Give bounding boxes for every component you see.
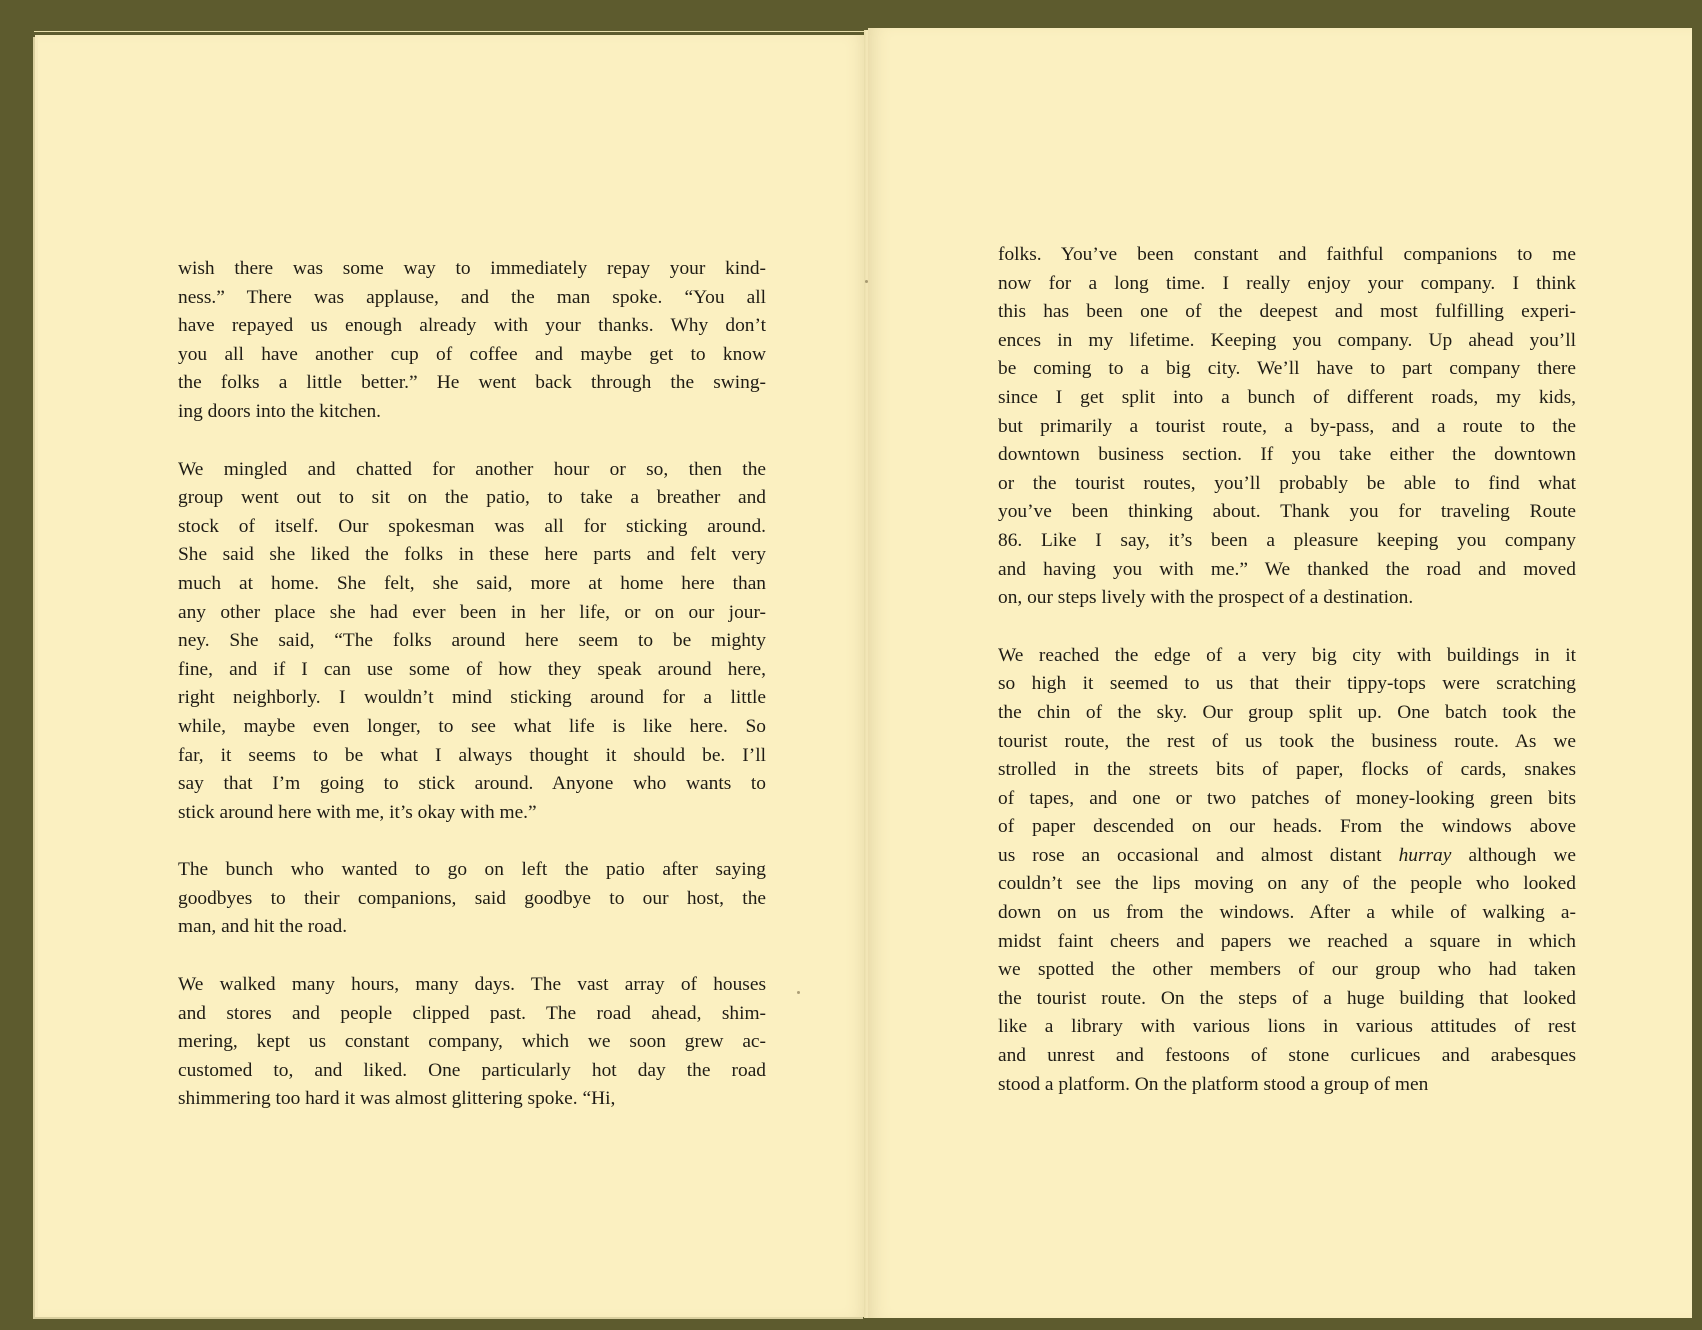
text-line: shimmering too hard it was almost glittering spoke. “Hi, (178, 1088, 616, 1110)
text-line: 86. Like I say, it’s been a pleasure keeping you company (998, 529, 1576, 551)
text-line: but primarily a tourist route, a by-pass, and a route to the (998, 415, 1576, 437)
left-page-paragraph (178, 856, 766, 942)
text-line: She said she liked the folks in these here parts and felt very (178, 544, 766, 566)
text-line: ney. She said, “The folks around here seem to be mighty (178, 630, 766, 652)
text-line: We walked many hours, many days. The vast array of houses (178, 974, 766, 996)
right-page-text (998, 241, 1576, 1099)
text-line: this has been one of the deepest and most fulfilling experi- (998, 301, 1576, 323)
text-line: say that I’m going to stick around. Anyone who wants to (178, 773, 766, 795)
text-line: wish there was some way to immediately repay your kind- (178, 258, 766, 279)
left-page-text (178, 255, 766, 1114)
text-line: have repayed us enough already with your thanks. Why don’t (178, 315, 766, 337)
text-line: group went out to sit on the patio, to take a breather and (178, 487, 766, 509)
text-line: you all have another cup of coffee and maybe get to know (178, 343, 766, 365)
text-line: We mingled and chatted for another hour or so, then the (178, 458, 766, 480)
paper-speck (865, 280, 868, 283)
text-line: of paper descended on our heads. From the windows above (998, 816, 1576, 838)
left-page-paragraph (178, 456, 766, 828)
text-line: down on us from the windows. After a while of walking a- (998, 902, 1576, 924)
text-line: much at home. She felt, she said, more at home here than (178, 572, 766, 594)
text-line: customed to, and liked. One particularly hot day the road (178, 1059, 766, 1081)
text-line: downtown business section. If you take either the downtown (998, 444, 1576, 466)
text-line: now for a long time. I really enjoy your company. I think (998, 272, 1576, 294)
text-line: stick around here with me, it’s okay with me.” (178, 801, 537, 823)
text-line: goodbyes to their companions, said goodbye to our host, the (178, 887, 766, 909)
text-line: the tourist route. On the steps of a huge building that looked (998, 987, 1576, 1009)
text-line: stock of itself. Our spokesman was all for sticking around. (178, 515, 766, 537)
text-line: like a library with various lions in various attitudes of rest (998, 1016, 1576, 1038)
text-line: far, it seems to be what I always thought it should be. I’ll (178, 744, 766, 766)
right-page-paragraph (998, 642, 1576, 1100)
text-line: since I get split into a bunch of different roads, my kids, (998, 386, 1576, 408)
text-line: be coming to a big city. We’ll have to part company there (998, 358, 1576, 380)
text-line: any other place she had ever been in her life, or on our jour- (178, 601, 766, 623)
text-line: the chin of the sky. Our group split up. One batch took the (998, 701, 1576, 723)
text-line: on, our steps lively with the prospect of a destination. (998, 587, 1414, 609)
text-line: ness.” There was applause, and the man spoke. “You all (178, 286, 766, 308)
text-line: man, and hit the road. (178, 916, 348, 938)
line-continuation: although we (1451, 844, 1576, 866)
text-line: couldn’t see the lips moving on any of the people who looked (998, 873, 1576, 895)
text-line: The bunch who wanted to go on left the patio after saying (178, 859, 766, 881)
text-line: we spotted the other members of our group who had taken (998, 959, 1576, 981)
text-line: while, maybe even longer, to see what life is like here. So (178, 715, 766, 737)
text-line: and unrest and festoons of stone curlicues and arabesques (998, 1045, 1576, 1067)
left-page (38, 35, 868, 1317)
text-line: folks. You’ve been constant and faithful companions to me (998, 244, 1576, 265)
text-line: us rose an occasional and almost distant hurray although we (998, 844, 1576, 866)
text-line: right neighborly. I wouldn’t mind sticking around for a little (178, 687, 766, 709)
text-line: tourist route, the rest of us took the business route. As we (998, 730, 1576, 752)
paper-speck (797, 991, 800, 994)
right-page (868, 28, 1692, 1318)
text-line: of tapes, and one or two patches of money-looking green bits (998, 787, 1576, 809)
text-line: mering, kept us constant company, which we soon grew ac- (178, 1031, 766, 1053)
text-line: strolled in the streets bits of paper, flocks of cards, snakes (998, 759, 1576, 781)
text-line: and having you with me.” We thanked the road and moved (998, 558, 1576, 580)
left-page-paragraph (178, 255, 766, 427)
left-page-paragraph (178, 971, 766, 1114)
text-line: stood a platform. On the platform stood a group of men (998, 1073, 1429, 1095)
text-line: We reached the edge of a very big city with buildings in it (998, 644, 1576, 666)
text-line: ences in my lifetime. Keeping you company. Up ahead you’ll (998, 329, 1576, 351)
text-line: you’ve been thinking about. Thank you for traveling Route (998, 501, 1576, 523)
italic-word: hurray (1398, 844, 1452, 866)
text-line: midst faint cheers and papers we reached a square in which (998, 930, 1576, 952)
text-line: fine, and if I can use some of how they speak around here, (178, 658, 766, 680)
right-page-paragraph (998, 241, 1576, 613)
text-line: or the tourist routes, you’ll probably be able to find what (998, 472, 1576, 494)
text-line: ing doors into the kitchen. (178, 400, 382, 422)
text-line: so high it seemed to us that their tippy-tops were scratching (998, 673, 1576, 695)
text-line: the folks a little better.” He went back through the swing- (178, 372, 766, 394)
text-line: and stores and people clipped past. The road ahead, shim- (178, 1002, 766, 1024)
